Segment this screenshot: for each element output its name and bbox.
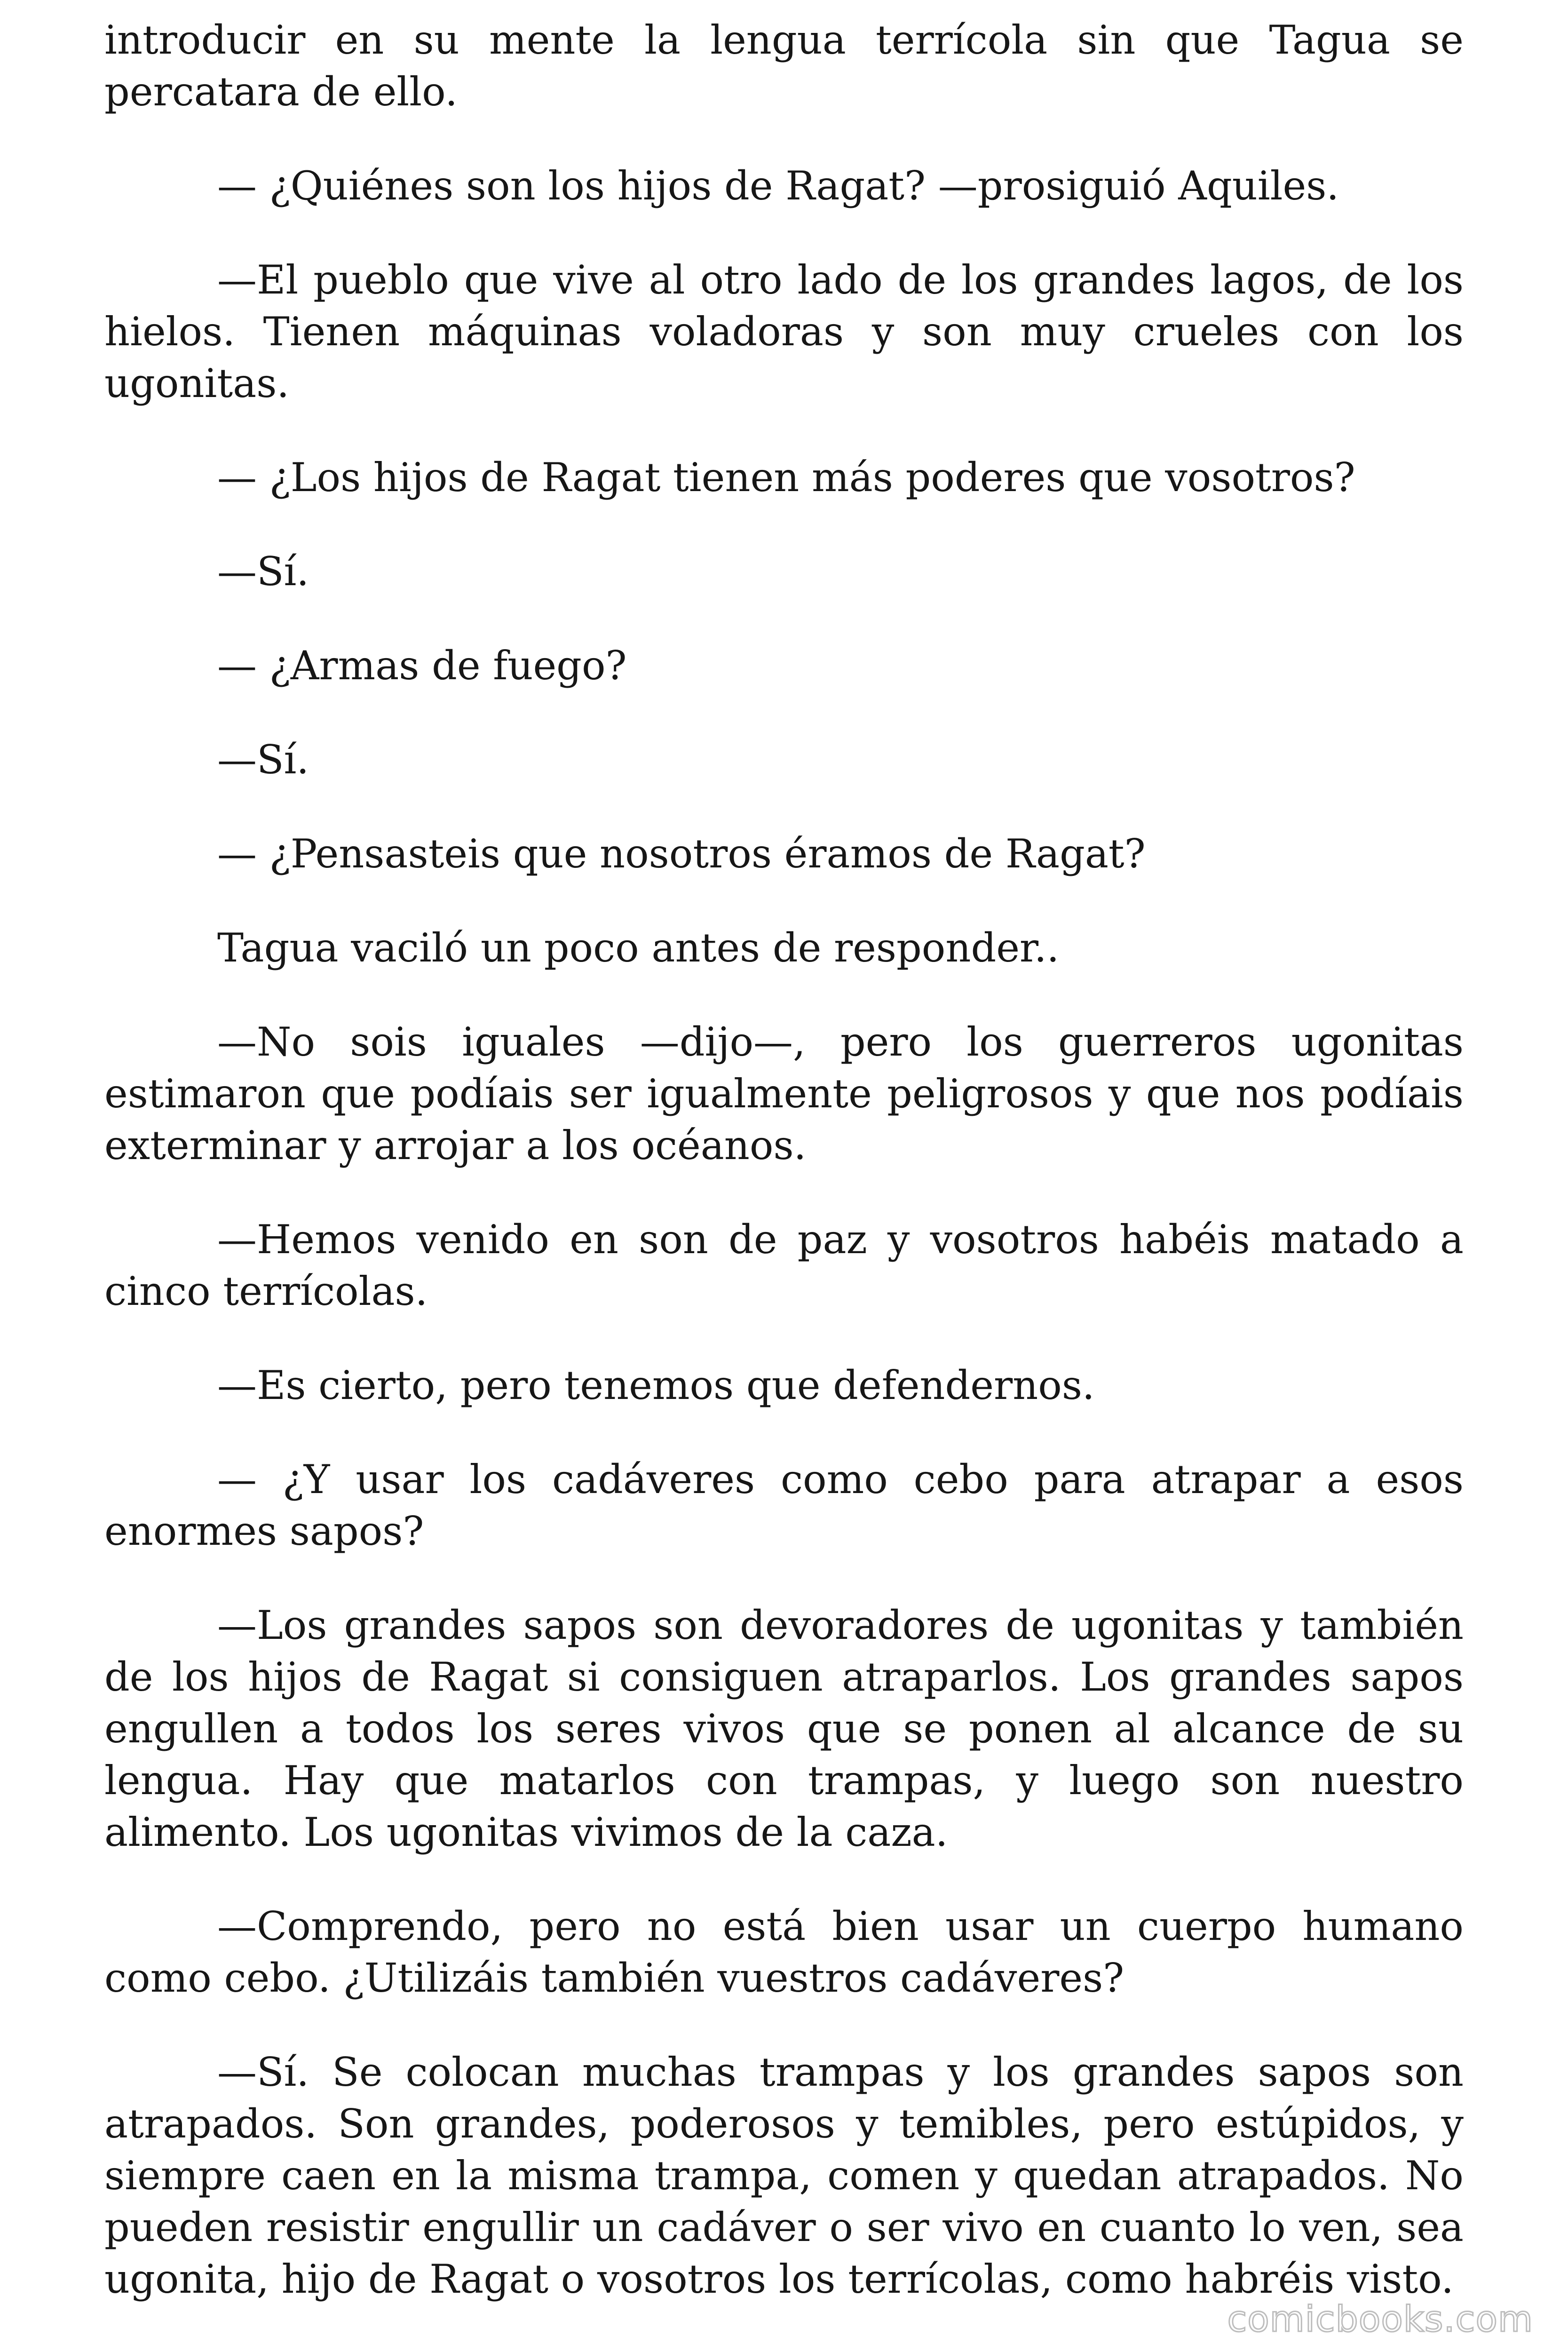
paragraph-6: — ¿Armas de fuego?: [217, 643, 627, 689]
paragraph-5: —Sí.: [217, 548, 309, 595]
paragraph-4: — ¿Los hijos de Ragat tienen más poderes que vosotros?: [217, 454, 1355, 501]
paragraph-7: —Sí.: [217, 737, 309, 783]
paragraph-1: introducir en su mente la lengua terrícola sin que Tagua se percatara de ello.: [104, 17, 1464, 115]
paragraph-2: — ¿Quiénes son los hijos de Ragat? —prosiguió Aquiles.: [217, 163, 1339, 209]
page-text-body: [104, 14, 1464, 2347]
paragraph-16: —Sí. Se colocan muchas trampas y los grandes sapos son atrapados. Son grandes, poderosos y temibles, pero estúpidos, y siempre caen en la misma trampa, comen y quedan atrapados. No pueden resistir engullir un cadáver o ser vivo en cuanto lo ven, sea ugonita, hijo de Ragat o vosotros los terrícolas, como habréis visto.: [104, 2049, 1464, 2302]
paragraph-12: —Es cierto, pero tenemos que defendernos.: [217, 1362, 1095, 1408]
paragraph-15: —Comprendo, pero no está bien usar un cuerpo humano como cebo. ¿Utilizáis también vuestros cadáveres?: [104, 1903, 1464, 2001]
paragraph-3: —El pueblo que vive al otro lado de los grandes lagos, de los hielos. Tienen máquinas voladoras y son muy crueles con los ugonitas.: [104, 257, 1464, 406]
paragraph-13: — ¿Y usar los cadáveres como cebo para atrapar a esos enormes sapos?: [104, 1456, 1464, 1554]
paragraph-14: —Los grandes sapos son devoradores de ugonitas y también de los hijos de Ragat si consiguen atraparlos. Los grandes sapos engullen a todos los seres vivos que se ponen al alcance de su lengua. Hay que matarlos con trampas, y luego son nuestro alimento. Los ugonitas vivimos de la caza.: [104, 1602, 1464, 1855]
paragraph-11: —Hemos venido en son de paz y vosotros habéis matado a cinco terrícolas.: [104, 1216, 1464, 1314]
paragraph-9: Tagua vaciló un poco antes de responder..: [217, 925, 1060, 971]
paragraph-8: — ¿Pensasteis que nosotros éramos de Ragat?: [217, 831, 1146, 877]
paragraph-10: —No sois iguales —dijo—, pero los guerreros ugonitas estimaron que podíais ser igualmente peligrosos y que nos podíais exterminar y arrojar a los océanos.: [104, 1019, 1464, 1168]
site-watermark: comicbooks.com: [1227, 2298, 1533, 2340]
